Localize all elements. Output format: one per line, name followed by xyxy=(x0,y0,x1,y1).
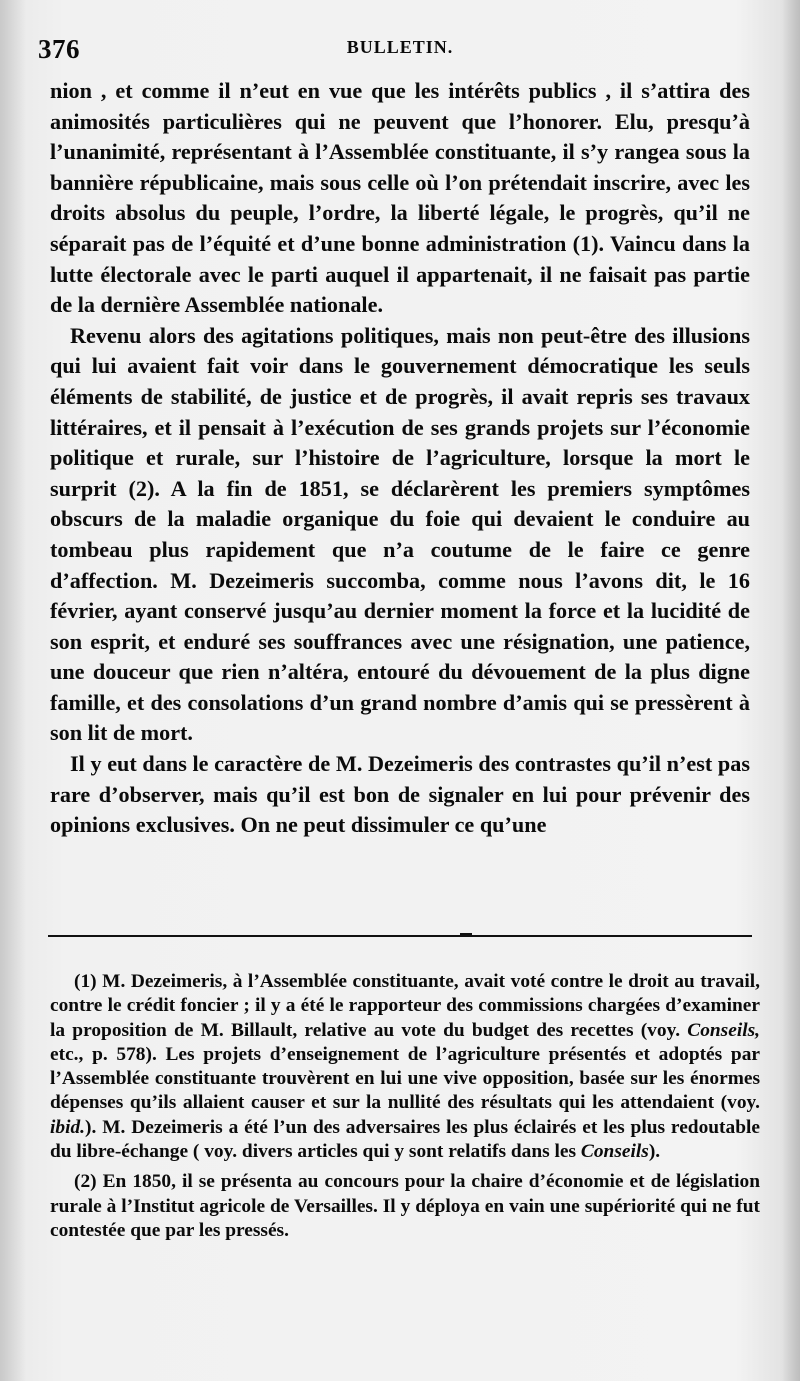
footnote-1 xyxy=(50,970,760,1164)
footnote-1-text-b: etc., p. 578). Les projets d’enseignement de l’agriculture présentés et adoptés par l’Assemblée constituante trouvèrent en lui une vive opposition, basée sur les énormes dépenses qu’ils allaient causer et sur la nullité des résultats qui les attendaient (voy. xyxy=(50,1043,760,1114)
page-number: 376 xyxy=(38,34,80,64)
footnote-2: (2) En 1850, il se présenta au concours pour la chaire d’économie et de législation rurale à l’Institut agricole de Versailles. Il y déploya en vain une supériorité qui ne fut contestée que par les pressés. xyxy=(50,1171,760,1241)
paragraph-3: Il y eut dans le caractère de M. Dezeimeris des contrastes qu’il n’est pas rare d’observer, mais qu’il est bon de signaler en lui pour prévenir des opinions exclusives. On ne peut dissimuler ce qu’une xyxy=(50,751,750,838)
footnote-1-text-a: (1) M. Dezeimeris, à l’Assemblée constituante, avait voté contre le droit au travail, contre le crédit foncier ; il y a été le rapporteur des commissions chargées d’examiner la proposition de M. Billault, relative au vote du budget des recettes (voy. xyxy=(50,971,760,1041)
paragraph-2: Revenu alors des agitations politiques, mais non peut-être des illusions qui lui avaient fait voir dans le gouvernement démocratique les seuls éléments de stabilité, de justice et de progrès, il avait repris ses travaux littéraires, et il pensait à l’exécution de ses grands projets sur l’économie politique et rurale, sur l’histoire de l’agriculture, lorsque la mort le surprit (2). A la fin de 1851, se déclarèrent les premiers symptômes obscurs de la maladie organique du foie qui devaient le conduire au tombeau plus rapidement que n’a coutume de le faire ce genre d’affection. M. Dezeimeris succomba, comme nous l’avons dit, le 16 février, ayant conservé jusqu’au dernier moment la force et la lucidité de son esprit, et enduré ses souffrances avec une résignation, une patience, une douceur que rien n’altéra, entouré du dévouement de la plus digne famille, et des consolations d’un grand nombre d’amis qui se pressèrent à son lit de mort. xyxy=(50,322,750,746)
footnote-1-italic-conseils-2: Conseils xyxy=(580,1141,649,1163)
footnote-1-italic-ibid: ibid. xyxy=(50,1116,86,1138)
paragraph-1: nion , et comme il n’eut en vue que les intérêts publics , il s’attira des animosités particulières qui ne peuvent que l’honorer. Elu, presqu’à l’unanimité, représentant à l’Assemblée constituante, il s’y rangea sous la bannière républicaine, mais sous celle où l’on prétendait inscrire, avec les droits absolus du peuple, l’ordre, la liberté légale, le progrès, qu’il ne séparait pas de l’équité et d’une bonne administration (1). Vaincu dans la lutte électorale avec le parti auquel il appartenait, il ne faisait pas partie de la dernière Assemblée nationale. xyxy=(50,78,750,318)
footnotes xyxy=(50,970,760,1249)
footnote-1-text-c: ). M. Dezeimeris a été l’un des adversaires les plus éclairés et les plus redoutable du libre-échange ( voy. divers articles qui y sont relatifs dans les xyxy=(50,1116,760,1163)
footnote-1-text-d: ). xyxy=(648,1141,661,1163)
footnote-1-italic-conseils: Conseils, xyxy=(687,1019,760,1041)
running-title: BULLETIN. xyxy=(346,37,454,57)
footnote-separator-rule xyxy=(48,935,752,937)
main-text xyxy=(50,76,750,841)
